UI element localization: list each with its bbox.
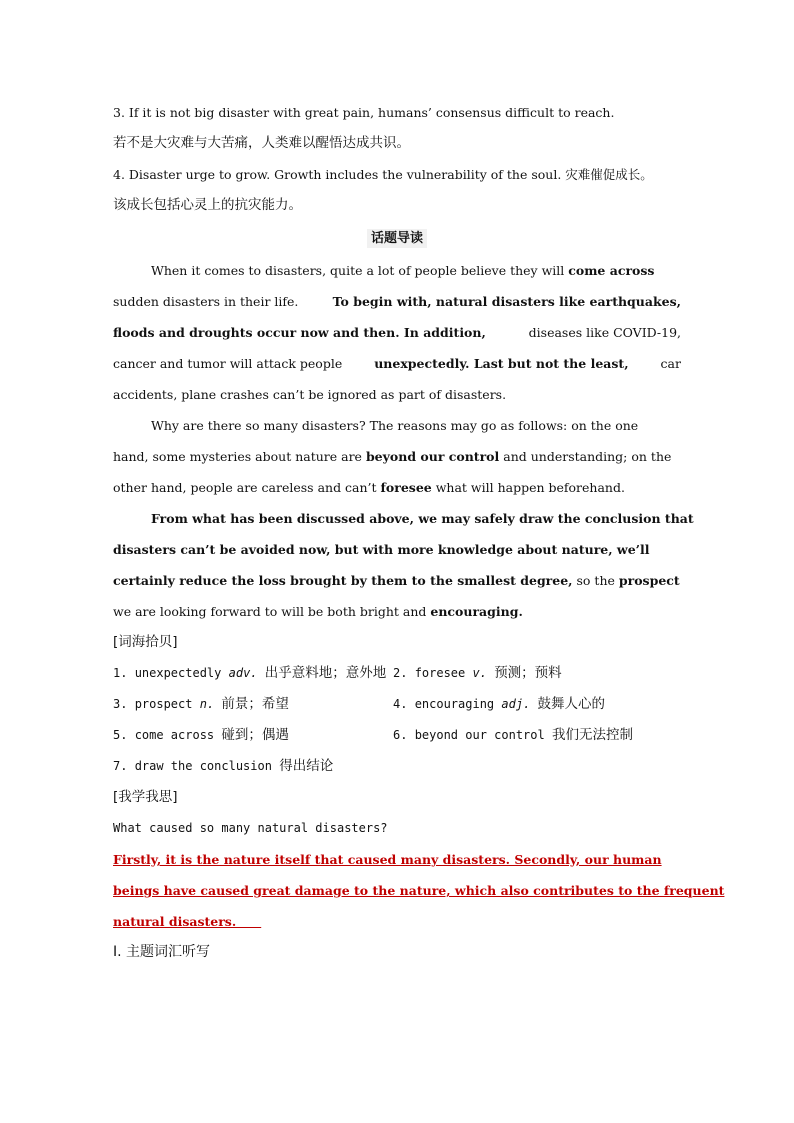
- vocab-item: 5. come across 碰到；偶遇: [113, 727, 289, 743]
- p1-bold: come across: [568, 263, 655, 278]
- p3-bold: From what has been discussed above, we may safely draw the conclusion that: [151, 511, 694, 526]
- answer-line-3: natural disasters.: [113, 914, 262, 929]
- answer-line-2: beings have caused great damage to the nature, which also contributes to the frequent: [113, 883, 725, 898]
- p1-bold: unexpectedly. Last but not the least,: [374, 356, 629, 371]
- p1-line-2: [113, 286, 681, 317]
- quote-4-en: 4. Disaster urge to grow. Growth includes the vulnerability of the soul. 灾难催促成长。: [113, 167, 653, 182]
- p1-text: car: [660, 356, 681, 371]
- vocab-item: 7. draw the conclusion 得出结论: [113, 758, 334, 774]
- p2-text: hand, some mysteries about nature are: [113, 449, 366, 464]
- vocab-header: [词海拾贝]: [113, 634, 178, 650]
- question: What caused so many natural disasters?: [113, 821, 388, 835]
- paragraph-3: [113, 503, 694, 627]
- p3-text: we are looking forward to will be both bright and: [113, 604, 431, 619]
- p1-text: sudden disasters in their life.: [113, 294, 299, 309]
- p3-line-4: [113, 596, 681, 627]
- vocab-list: [113, 658, 681, 782]
- section-heading: Ⅰ. 主题词汇听写: [113, 944, 211, 960]
- p2-line-3: [113, 472, 681, 503]
- p1-line-1: [113, 255, 681, 286]
- p1-text: cancer and tumor will attack people: [113, 356, 343, 371]
- quote-3-cn: 若不是大灾难与大苦痛，人类难以醒悟达成共识。: [113, 135, 410, 151]
- p3-line-1: [113, 503, 694, 534]
- p2-bold: beyond our control: [365, 449, 500, 464]
- answer-block: [113, 844, 725, 937]
- p2-bold: foresee: [380, 480, 432, 495]
- p3-bold: encouraging.: [430, 604, 523, 619]
- quote-4-cn: 该成长包括心灵上的抗灾能力。: [113, 197, 302, 213]
- p1-line-5: accidents, plane crashes can’t be ignored as part of disasters.: [113, 387, 507, 402]
- answer-line-1: Firstly, it is the nature itself that caused many disasters. Secondly, our human: [113, 852, 662, 867]
- section-title: 话题导读: [367, 229, 427, 248]
- p2-text: other hand, people are careless and can’t: [113, 480, 381, 495]
- vocab-item: 1. unexpectedly adv. 出乎意料地；意外地: [113, 665, 387, 681]
- p1-line-3: [113, 317, 681, 348]
- p2-text: what will happen beforehand.: [431, 480, 625, 495]
- p1-line-4: [113, 348, 681, 379]
- p3-text: so the: [572, 573, 619, 588]
- p3-line-3: [113, 565, 681, 596]
- quote-3-en: 3. If it is not big disaster with great pain, humans’ consensus difficult to reach.: [113, 105, 615, 120]
- p1-bold: To begin with, natural disasters like earthquakes,: [332, 294, 681, 309]
- vocab-item: 6. beyond our control 我们无法控制: [393, 727, 633, 743]
- p1-text: diseases like COVID-19,: [528, 325, 681, 340]
- vocab-item: 4. encouraging adj. 鼓舞人心的: [393, 696, 606, 712]
- p1-text: When it comes to disasters, quite a lot of people believe they will: [151, 263, 569, 278]
- p3-line-2: [113, 534, 681, 565]
- p2-line-1: Why are there so many disasters? The reasons may go as follows: on the one: [151, 418, 639, 433]
- document-page: [113, 97, 725, 968]
- paragraph-1: [113, 255, 681, 410]
- p3-bold: prospect: [618, 573, 680, 588]
- p3-bold: certainly reduce the loss brought by them to the smallest degree,: [113, 573, 573, 588]
- p2-line-2: [113, 441, 681, 472]
- section-title-wrap: [113, 221, 681, 255]
- p2-text: and understanding; on the: [499, 449, 672, 464]
- p1-bold: floods and droughts occur now and then. In addition,: [113, 325, 486, 340]
- think-header: [我学我思]: [113, 789, 178, 805]
- paragraph-2: [113, 410, 681, 503]
- p3-bold: disasters can’t be avoided now, but with more knowledge about nature, we’ll: [113, 542, 650, 557]
- vocab-item: 3. prospect n. 前景；希望: [113, 696, 289, 712]
- vocab-item: 2. foresee v. 预测；预料: [393, 665, 562, 681]
